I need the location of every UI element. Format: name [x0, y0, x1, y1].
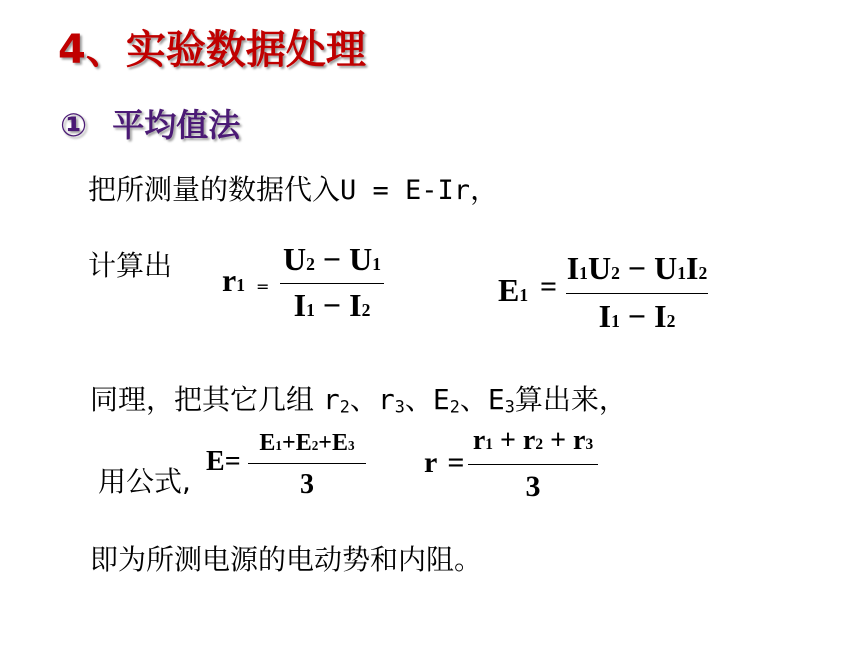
E3-subscript: 3 [504, 396, 515, 417]
E2-symbol: E [432, 383, 450, 416]
r3-symbol: r [377, 383, 395, 416]
E1-equals: = [540, 270, 558, 303]
page-title: 4、实验数据处理 [58, 27, 366, 73]
E3-symbol: E [487, 383, 505, 416]
section-number: ① [60, 106, 88, 144]
similar-groups-text: 同理，把其它几组 [90, 383, 323, 416]
r-avg-fraction [468, 422, 598, 509]
r3-subscript: 3 [394, 396, 405, 417]
separator-1: 、 [349, 383, 378, 416]
r1-denominator: I1 − I2 [293, 287, 371, 323]
section-title: 平均值法 [112, 106, 241, 144]
E1-symbol: E1 [498, 272, 529, 308]
similar-groups-line [90, 378, 627, 418]
r-avg-denominator: 3 [525, 470, 541, 503]
formula-label: 用公式, [98, 465, 191, 498]
substitution-line [88, 168, 498, 208]
conclusion-line: 即为所测电源的电动势和内阻。 [90, 543, 483, 576]
E-avg-symbol: E= [206, 446, 241, 477]
r1-symbol: r1 [222, 262, 245, 298]
E2-subscript: 2 [449, 396, 460, 417]
substitution-text: 把所测量的数据代入 [88, 173, 341, 206]
E-avg-fraction [248, 426, 366, 506]
r1-equals: = [256, 277, 270, 296]
r2-subscript: 2 [339, 396, 350, 417]
r1-numerator: U2 − U1 [282, 241, 382, 277]
E1-fraction [566, 248, 708, 343]
separator-3: 、 [459, 383, 488, 416]
compute-label: 计算出 [88, 249, 173, 282]
E1-numerator: I1U2 − U1I2 [566, 250, 708, 286]
similar-groups-suffix: 算出来， [514, 383, 627, 416]
E1-denominator: I1 − I2 [598, 298, 676, 334]
separator-2: 、 [404, 383, 433, 416]
E-avg-numerator: E1+E2+E3 [259, 430, 355, 456]
E-avg-denominator: 3 [300, 469, 314, 500]
r2-symbol: r [322, 383, 340, 416]
r1-fraction [280, 240, 384, 331]
r-avg-symbol: r = [424, 446, 465, 479]
section-heading [60, 100, 240, 146]
substitution-comma: ， [470, 173, 499, 206]
emf-equation: U = E-Ir [340, 175, 471, 206]
r-avg-numerator: r1 + r2 + r3 [472, 425, 594, 456]
